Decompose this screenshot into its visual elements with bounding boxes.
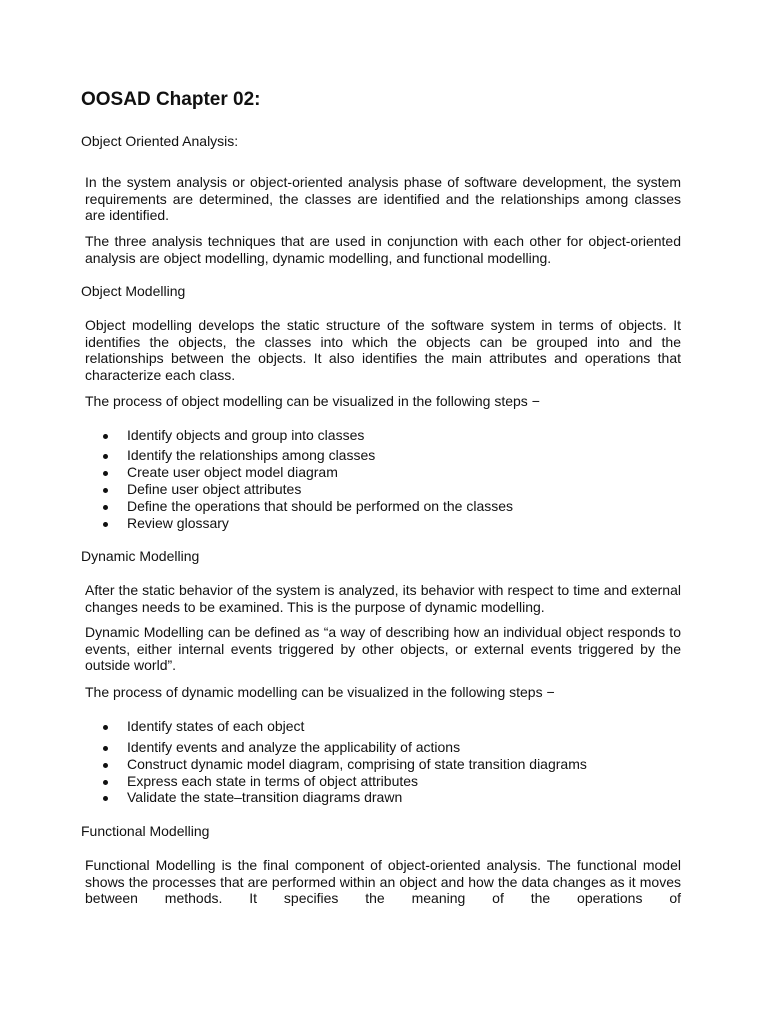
bullet-icon bbox=[103, 796, 108, 801]
section-heading-object-oriented-analysis: Object Oriented Analysis: bbox=[81, 133, 239, 149]
bullet-icon bbox=[103, 780, 108, 785]
heading-functional-modelling: Functional Modelling bbox=[81, 823, 210, 839]
intro-paragraph-2: The three analysis techniques that are used in conjunction with each other for object-oriented analysis are object modelling, dynamic modelling, and functional modelling. bbox=[85, 233, 681, 266]
list-item bbox=[0, 515, 768, 531]
bullet-icon bbox=[103, 746, 108, 751]
list-item-text: Define user object attributes bbox=[127, 481, 302, 497]
list-item-text: Construct dynamic model diagram, comprising of state transition diagrams bbox=[127, 756, 587, 772]
bullet-icon bbox=[103, 471, 108, 476]
bullet-icon bbox=[103, 434, 108, 439]
list-item bbox=[0, 464, 768, 480]
object-modelling-paragraph-1: Object modelling develops the static structure of the software system in terms of objects. It identifies the objects, the classes into which the objects can be grouped into and the relationships between the objects. It also identifies the main attributes and operations that characterize each class. bbox=[85, 317, 681, 384]
heading-dynamic-modelling: Dynamic Modelling bbox=[81, 548, 200, 564]
list-item bbox=[0, 481, 768, 497]
list-item bbox=[0, 498, 768, 514]
bullet-icon bbox=[103, 522, 108, 527]
intro-paragraph-1: In the system analysis or object-oriented analysis phase of software development, the system requirements are determined, the classes are identified and the relationships among classes are identified. bbox=[85, 174, 681, 224]
list-item bbox=[0, 773, 768, 789]
document-title: OOSAD Chapter 02: bbox=[81, 89, 261, 110]
list-item-text: Identify states of each object bbox=[127, 718, 305, 734]
list-item-text: Validate the state–transition diagrams drawn bbox=[127, 789, 403, 805]
heading-object-modelling: Object Modelling bbox=[81, 283, 186, 299]
object-modelling-paragraph-2: The process of object modelling can be visualized in the following steps − bbox=[85, 393, 540, 409]
bullet-icon bbox=[103, 454, 108, 459]
bullet-icon bbox=[103, 725, 108, 730]
list-item-text: Identify events and analyze the applicability of actions bbox=[127, 739, 461, 755]
list-item bbox=[0, 789, 768, 805]
bullet-icon bbox=[103, 488, 108, 493]
list-item bbox=[0, 718, 768, 734]
dynamic-modelling-paragraph-1: After the static behavior of the system is analyzed, its behavior with respect to time and external changes needs to be examined. This is the purpose of dynamic modelling. bbox=[85, 582, 681, 615]
list-item bbox=[0, 739, 768, 755]
list-item-text: Review glossary bbox=[127, 515, 229, 531]
list-item-text: Create user object model diagram bbox=[127, 464, 338, 480]
functional-modelling-paragraph: Functional Modelling is the final component of object-oriented analysis. The functional model shows the processes that are performed within an object and how the data changes as it moves between methods. It specifies the meaning of the operations of bbox=[85, 857, 681, 907]
list-item-text: Identify the relationships among classes bbox=[127, 447, 376, 463]
dynamic-modelling-paragraph-2: Dynamic Modelling can be defined as “a way of describing how an individual object responds to events, either internal events triggered by other objects, or external events triggered by the outside world”. bbox=[85, 624, 681, 674]
list-item bbox=[0, 756, 768, 772]
dynamic-modelling-paragraph-3: The process of dynamic modelling can be visualized in the following steps − bbox=[85, 684, 555, 700]
list-item bbox=[0, 447, 768, 463]
list-item bbox=[0, 427, 768, 443]
bullet-icon bbox=[103, 505, 108, 510]
list-item-text: Define the operations that should be performed on the classes bbox=[127, 498, 514, 514]
list-item-text: Express each state in terms of object attributes bbox=[127, 773, 419, 789]
list-item-text: Identify objects and group into classes bbox=[127, 427, 365, 443]
bullet-icon bbox=[103, 763, 108, 768]
